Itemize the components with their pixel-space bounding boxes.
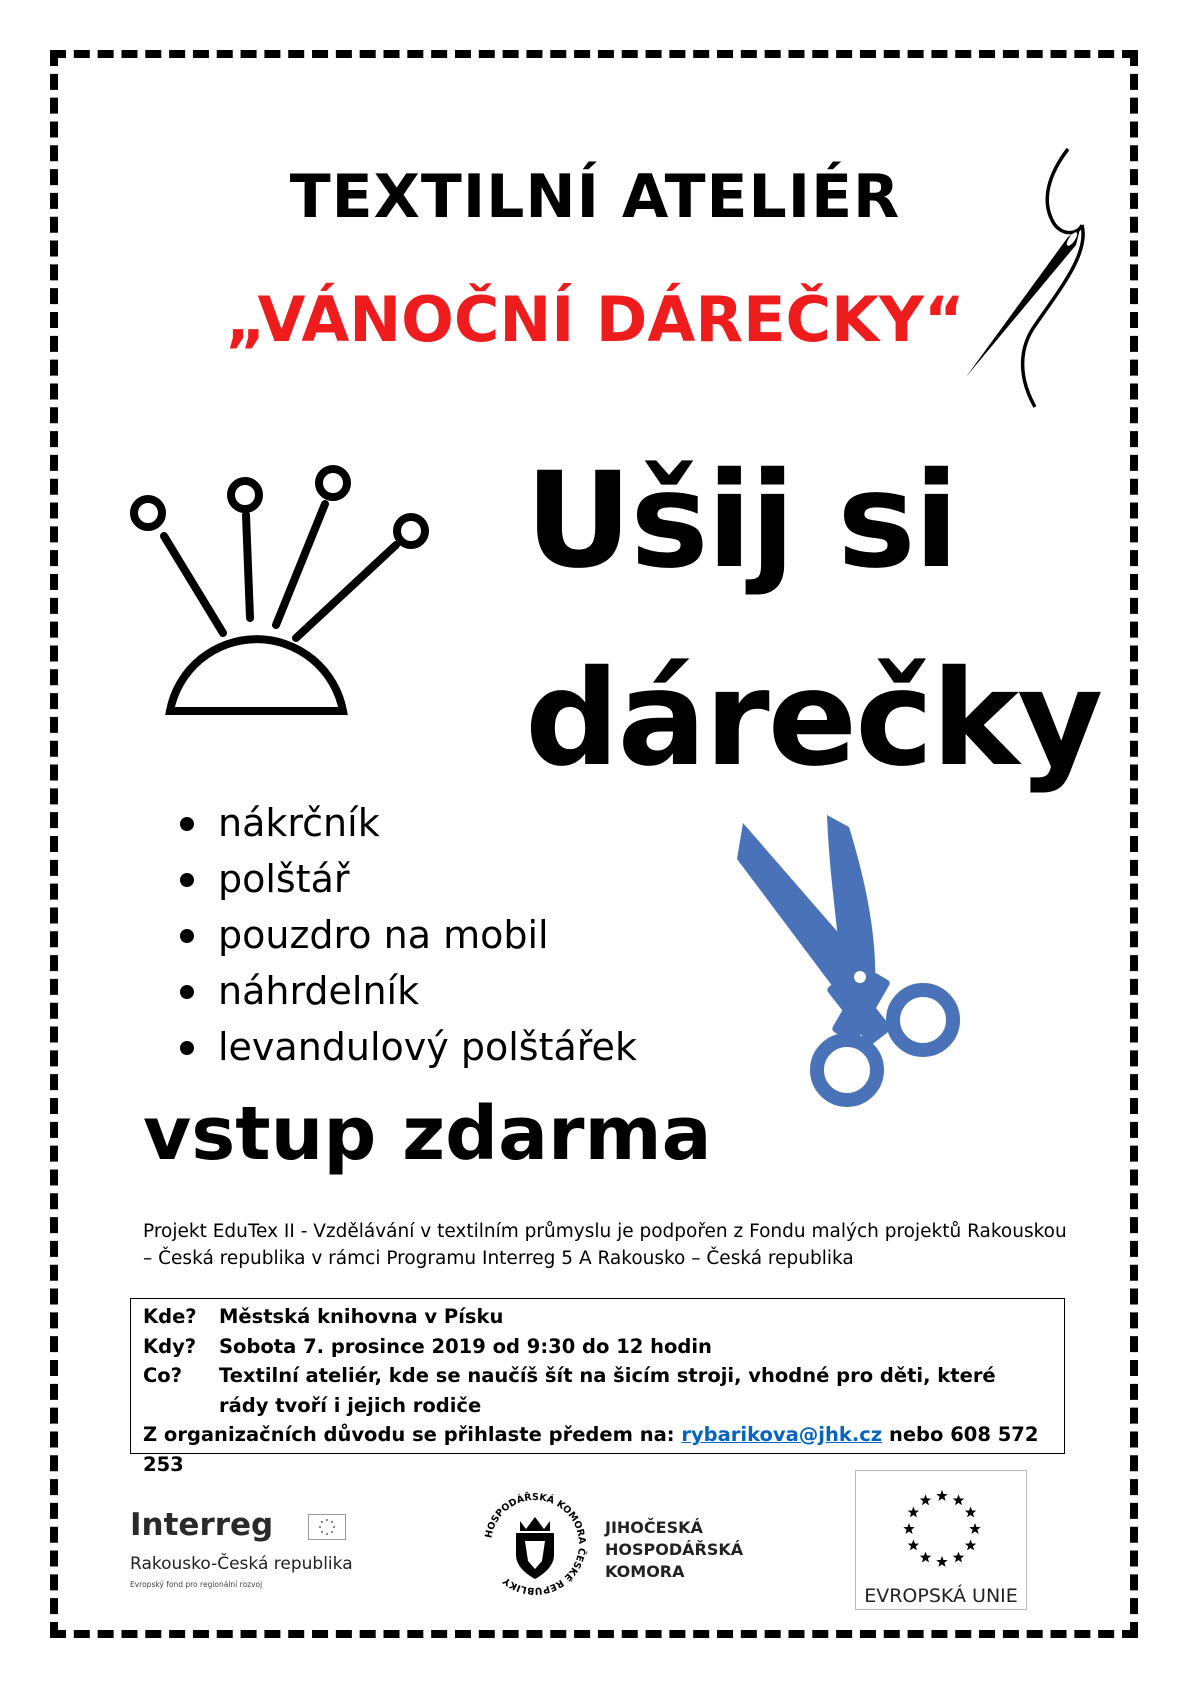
registration-phone: nebo 608 572 253 <box>143 1423 1039 1476</box>
pincushion-icon <box>118 433 438 723</box>
eu-star-icon <box>920 1552 931 1563</box>
eu-label: EVROPSKÁ UNIE <box>864 1585 1018 1607</box>
registration-prefix: Z organizačních důvodu se přihlaste předem na: <box>143 1423 682 1446</box>
what-row <box>143 1361 1052 1391</box>
eu-star-icon <box>936 1490 947 1501</box>
chamber-ring-text: HOSPODÁŘSKÁ KOMORA ČESKÉ REPUBLIKY <box>483 1491 588 1597</box>
eu-logo <box>855 1470 1027 1610</box>
eu-flag-icon <box>896 1483 988 1575</box>
poster-title: TEXTILNÍ ATELIÉR <box>289 162 901 232</box>
eu-star-icon <box>953 1494 964 1505</box>
eu-star-icon <box>908 1540 919 1551</box>
eu-flag-mini-icon <box>308 1514 346 1540</box>
chamber-emblem-icon <box>476 1485 594 1603</box>
email-link[interactable]: rybarikova@jhk.cz <box>681 1423 883 1446</box>
eu-star-icon <box>908 1507 919 1518</box>
chamber-name-line: HOSPODÁŘSKÁ <box>605 1540 744 1559</box>
where-label: Kde? <box>143 1305 197 1328</box>
when-row <box>143 1332 1052 1362</box>
eu-star-icon <box>965 1507 976 1518</box>
headline-line-2: dárečky <box>525 642 1102 796</box>
interreg-logo <box>130 1507 360 1589</box>
list-item: náhrdelník <box>178 963 637 1019</box>
when-value: Sobota 7. prosince 2019 od 9:30 do 12 hodin <box>219 1334 712 1358</box>
needle-thread-icon <box>960 145 1120 415</box>
interreg-fund: Evropský fond pro regionální rozvoj <box>130 1580 263 1589</box>
headline-line-1: Ušij si <box>525 444 958 598</box>
chamber-name-line: JIHOČESKÁ <box>605 1518 703 1537</box>
when-label: Kdy? <box>143 1334 197 1358</box>
list-item: polštář <box>178 851 637 907</box>
poster-subtitle: „VÁNOČNÍ DÁREČKY“ <box>225 283 965 356</box>
eu-star-icon <box>969 1523 980 1534</box>
interreg-region: Rakousko-Česká republika <box>130 1554 353 1574</box>
free-entry-text: vstup zdarma <box>143 1091 712 1177</box>
chamber-name-line: KOMORA <box>605 1562 685 1581</box>
eu-star-icon <box>903 1523 914 1534</box>
eu-star-icon <box>936 1556 947 1567</box>
item-list <box>178 795 637 1075</box>
project-note: Projekt EduTex II - Vzdělávání v textilním průmyslu je podpořen z Fondu malých projektů Rakouskou – Česká republika v rámci Programu Interreg 5 A Rakousko – Česká republika <box>143 1221 1067 1269</box>
list-item: nákrčník <box>178 795 637 851</box>
what-value: Textilní ateliér, kde se naučíš šít na šicím stroji, vhodné pro děti, které <box>219 1364 996 1387</box>
eu-star-icon <box>965 1540 976 1551</box>
what-value-continued: rády tvoří i jejich rodiče <box>219 1393 482 1417</box>
list-item: pouzdro na mobil <box>178 907 637 963</box>
chamber-name <box>605 1517 743 1583</box>
info-box <box>130 1298 1065 1476</box>
list-item: levandulový polštářek <box>178 1019 637 1075</box>
eu-star-icon <box>953 1552 964 1563</box>
where-value: Městská knihovna v Písku <box>219 1305 504 1328</box>
interreg-name: Interreg <box>130 1507 274 1543</box>
scissors-icon <box>735 815 995 1115</box>
where-row <box>143 1302 1052 1332</box>
what-label: Co? <box>143 1364 183 1387</box>
eu-star-icon <box>920 1494 931 1505</box>
